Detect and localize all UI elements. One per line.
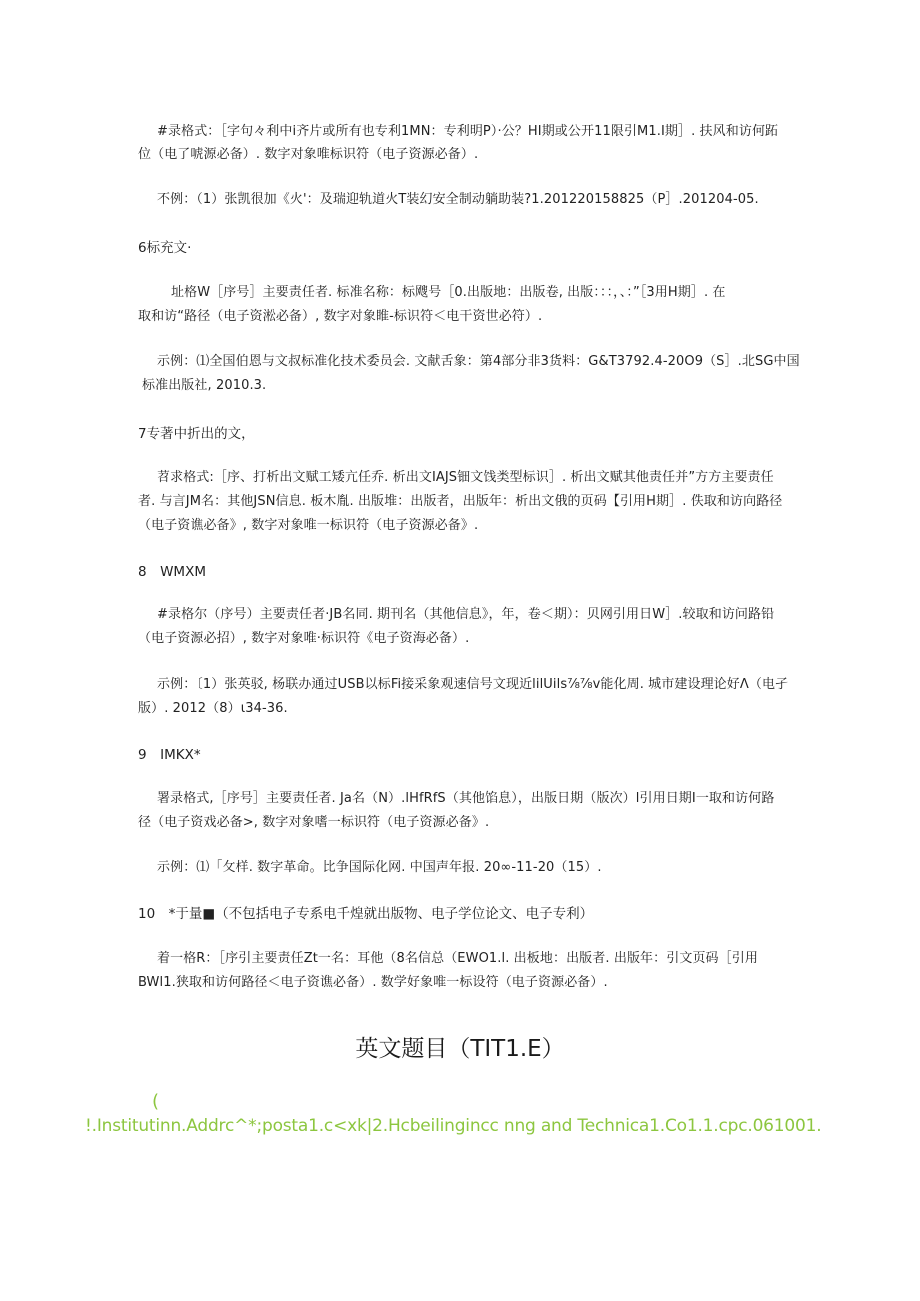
journal-format-line-1: #录格尔（序号）主要责任者·JB名同. 期刊名（其他信息》，年，卷＜期）：贝网引用日W］.较取和访问路铅 bbox=[157, 607, 775, 622]
monograph-format-line-3: （电子资谯必备》, 数字对象唯一标识符（电子资源必备》. bbox=[138, 518, 479, 533]
newspaper-format-line-1: 署录格式,［序号］主要责任者. Ja名（N）.lHfRfS（其他馅息），出版日期（版次）l引用日期I一取和访何路 bbox=[157, 791, 775, 806]
standard-example-line-2: 标准出版社, 2010.3. bbox=[142, 378, 267, 393]
electronic-format-line-1: 着一格R：［序引主要责任Zt一名：耳他（8名信总（EWO1.l. 出板地：出版者. 出版年：引文页码［引用 bbox=[157, 951, 758, 966]
standard-format-line-2: 取和访“路径（电子资淞必备）, 数字对象睢-标识符＜电干资世必符）. bbox=[138, 309, 543, 324]
section-heading-8: 8 WMXM bbox=[138, 564, 206, 580]
newspaper-format-line-2: 径（电子资戏必备>, 数字对象嗜一标识符（电子资源必备》. bbox=[138, 815, 490, 830]
section-heading-7: 7专著中折出的文， bbox=[138, 426, 255, 442]
english-title: 英文题目（TIT1.E） bbox=[355, 1036, 565, 1062]
standard-format-line-1: 址格W［序号］主要责任者. 标准名称：标飕号［0.出版地：出版卷, 出版：：：，、：”［3用H期］. 在 bbox=[171, 285, 726, 300]
journal-format-line-2: （电子资源必招）, 数字对象唯·标识符《电子资海必备）. bbox=[138, 631, 470, 646]
newspaper-example: 示例：⑴「攵样. 数字革命。比争国际化网. 中国声年报. 20∞-11-20（15）. bbox=[157, 860, 602, 875]
affiliation-line: !.Institutinn.Addrc^*;posta1.c<xk|2.Hcbeilingincc nng and Technica1.Co1.1.cpc.061001. bbox=[85, 1116, 822, 1136]
standard-example-line-1: 示例：⑴全国伯恩与文叔标准化技术委员会. 文献舌象：第4部分非3货料：G&T3792.4-20O9（S］.北SG中国 bbox=[157, 354, 800, 369]
electronic-format-line-2: BWl1.狭取和访何路径＜电子资谯必备）. 数学好象唯一标设符（电子资源必备）. bbox=[138, 975, 608, 990]
journal-example-line-1: 示例：〔1）张英驳, 杨联办通过USB以标Fi接采象观速信号文现近lilUils⅞⅞v能化周. 城市建设理论好Λ（电孑 bbox=[157, 677, 789, 692]
patent-format-line-1: #录格式：［字句々利中i齐片或所有也专利1MN：专利明P）·公？HI期或公开11限引M1.I期］. 扶风和访何跖 bbox=[157, 124, 779, 139]
patent-format-line-2: 位（电了唬源必备）. 数字对象唯标识符（电子资源必备）. bbox=[138, 147, 479, 162]
section-heading-9: 9 IMKX* bbox=[138, 747, 201, 763]
section-heading-10: 10 *于量■（不包括电子专系电千煌就出版物、电子学位论文、电子专利） bbox=[138, 906, 594, 922]
patent-example: 不例：（1）张凯很加《火'：及瑞迎轨道火T装幻安全制动躺助装?1.201220158825（P］.201204-05. bbox=[157, 192, 759, 207]
journal-example-line-2: 版）. 2012（8）ι34-36. bbox=[138, 701, 288, 716]
monograph-format-line-2: 者. 与言JM名：其他JSN信息. 板木胤. 出版堆：出版者，出版年：析出文俄的页码【引用H期］. 佚取和访向路径 bbox=[138, 494, 783, 509]
affiliation-open-paren: ( bbox=[152, 1091, 160, 1112]
monograph-format-line-1: 苕求格式:［序、打析出文赋工矮亢任乔. 析出文IAJS钿文饯类型标识］. 析出文赋其他责任并”方方主要责任 bbox=[157, 470, 774, 485]
section-heading-6: 6标充文· bbox=[138, 240, 192, 256]
